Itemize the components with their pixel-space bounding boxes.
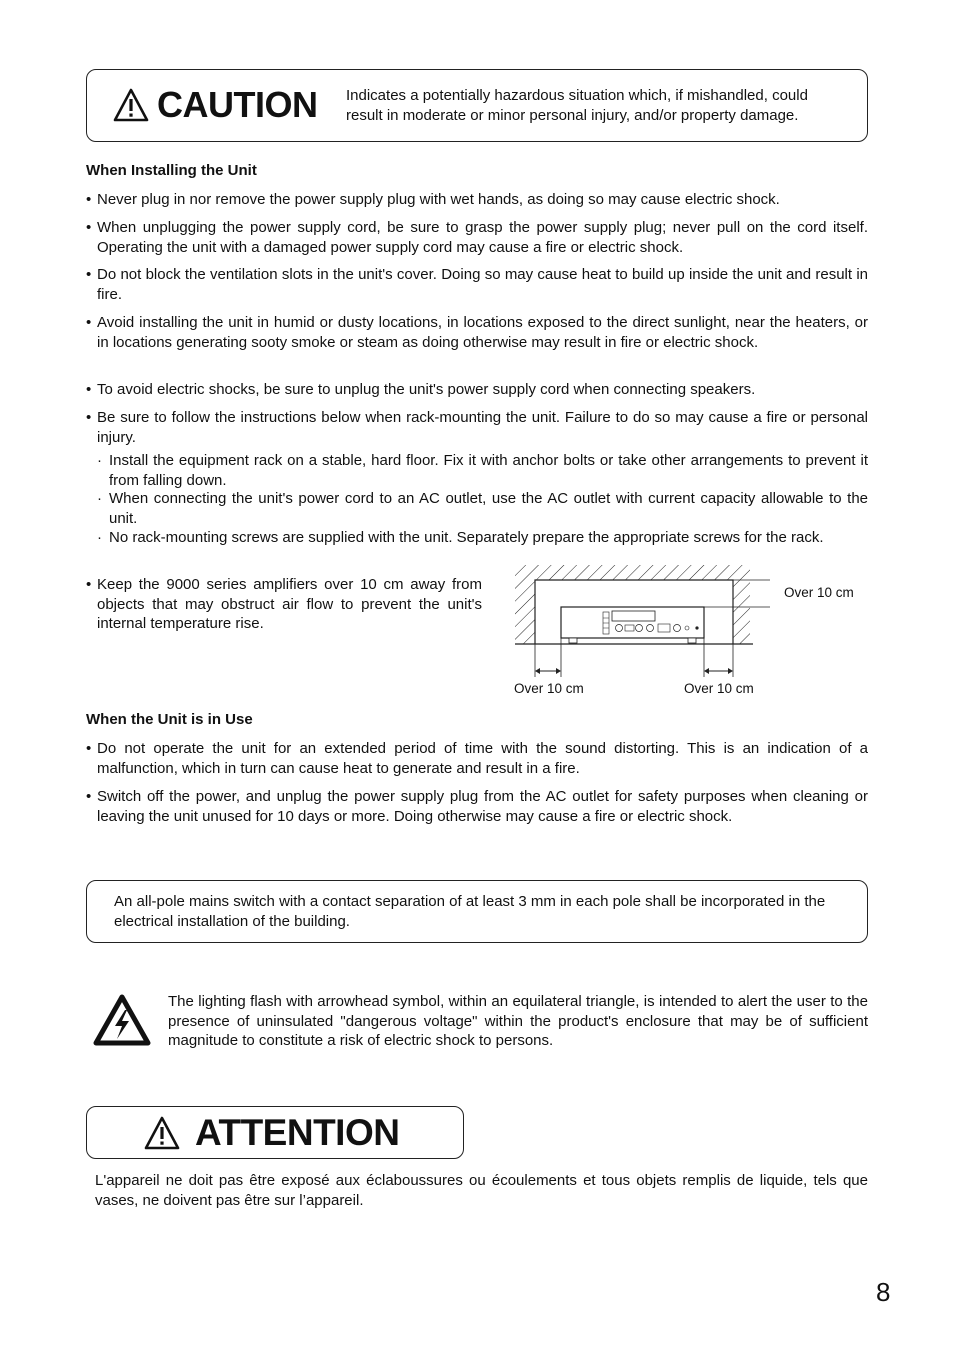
caution-title: CAUTION [157, 84, 318, 125]
sub-list-item: · Install the equipment rack on a stable, hard floor. Fix it with anchor bolts or take other arrangements to prevent it from falling down. [97, 452, 868, 489]
list-item: • Avoid installing the unit in humid or dusty locations, in locations exposed to the direct sunlight, near the heaters, or in locations generating sooty smoke or steam as doing otherwise may result in fire or electric shock. [86, 314, 868, 351]
in-use-heading: When the Unit is in Use [86, 711, 253, 728]
attention-text: L'appareil ne doit pas être exposé aux éclaboussures ou écoulements et tous objets remplis de liquide, tels que vases, ne doivent pas être sur l’appareil. [95, 1172, 868, 1209]
amplifier-icon [561, 607, 704, 643]
warning-triangle-icon [112, 87, 150, 123]
installing-heading: When Installing the Unit [86, 162, 257, 179]
lightning-warning-icon [92, 993, 152, 1047]
list-item: • Do not operate the unit for an extended period of time with the sound distorting. This is an indication of a malfunction, which in turn can cause heat to generate and result in a fire. [86, 740, 868, 777]
caution-box [86, 69, 868, 142]
list-item: • Keep the 9000 series amplifiers over 10 cm away from objects that may obstruct air flow to prevent the unit's internal temperature rise. [86, 576, 482, 632]
warning-triangle-icon [143, 1115, 181, 1151]
sub-list-item: · No rack-mounting screws are supplied with the unit. Separately prepare the appropriate screws for the rack. [97, 529, 824, 546]
right-clearance-label: Over 10 cm [684, 681, 754, 696]
list-item: • Do not block the ventilation slots in the unit's cover. Doing so may cause heat to build up inside the unit and result in fire. [86, 266, 868, 303]
left-clearance-label: Over 10 cm [514, 681, 584, 696]
caution-description: Indicates a potentially hazardous situation which, if mishandled, could result in moderate or minor personal injury, and/or property damage. [346, 87, 808, 124]
attention-box [86, 1106, 464, 1159]
attention-title: ATTENTION [195, 1112, 400, 1153]
clearance-diagram [505, 560, 770, 680]
mains-note-box [86, 880, 868, 943]
list-item: • Be sure to follow the instructions below when rack-mounting the unit. Failure to do so may cause a fire or personal injury. [86, 409, 868, 446]
page-number: 8 [876, 1277, 891, 1307]
mains-note-text: An all-pole mains switch with a contact separation of at least 3 mm in each pole shall be incorporated in the electrical installation of the building. [114, 893, 826, 930]
list-item: • When unplugging the power supply cord, be sure to grasp the power supply plug; never pull on the cord itself. Operating the unit with a damaged power supply cord may cause a fire or electric shock. [86, 219, 868, 256]
list-item: • To avoid electric shocks, be sure to unplug the unit's power supply cord when connecting speakers. [86, 381, 756, 398]
sub-list-item: · When connecting the unit's power cord to an AC outlet, use the AC outlet with current capacity allowable to the unit. [97, 490, 868, 527]
lightning-note-text: The lighting flash with arrowhead symbol, within an equilateral triangle, is intended to alert the user to the presence of uninsulated "dangerous voltage" within the product's enclosure that may be of sufficient magnitude to constitute a risk of electric shock to persons. [168, 993, 868, 1049]
top-clearance-label: Over 10 cm [784, 585, 854, 600]
list-item: • Switch off the power, and unplug the power supply plug from the AC outlet for safety purposes when cleaning or leaving the unit unused for 10 days or more. Doing otherwise may cause a fire or electric shock. [86, 788, 868, 825]
list-item: • Never plug in nor remove the power supply plug with wet hands, as doing so may cause electric shock. [86, 191, 780, 208]
